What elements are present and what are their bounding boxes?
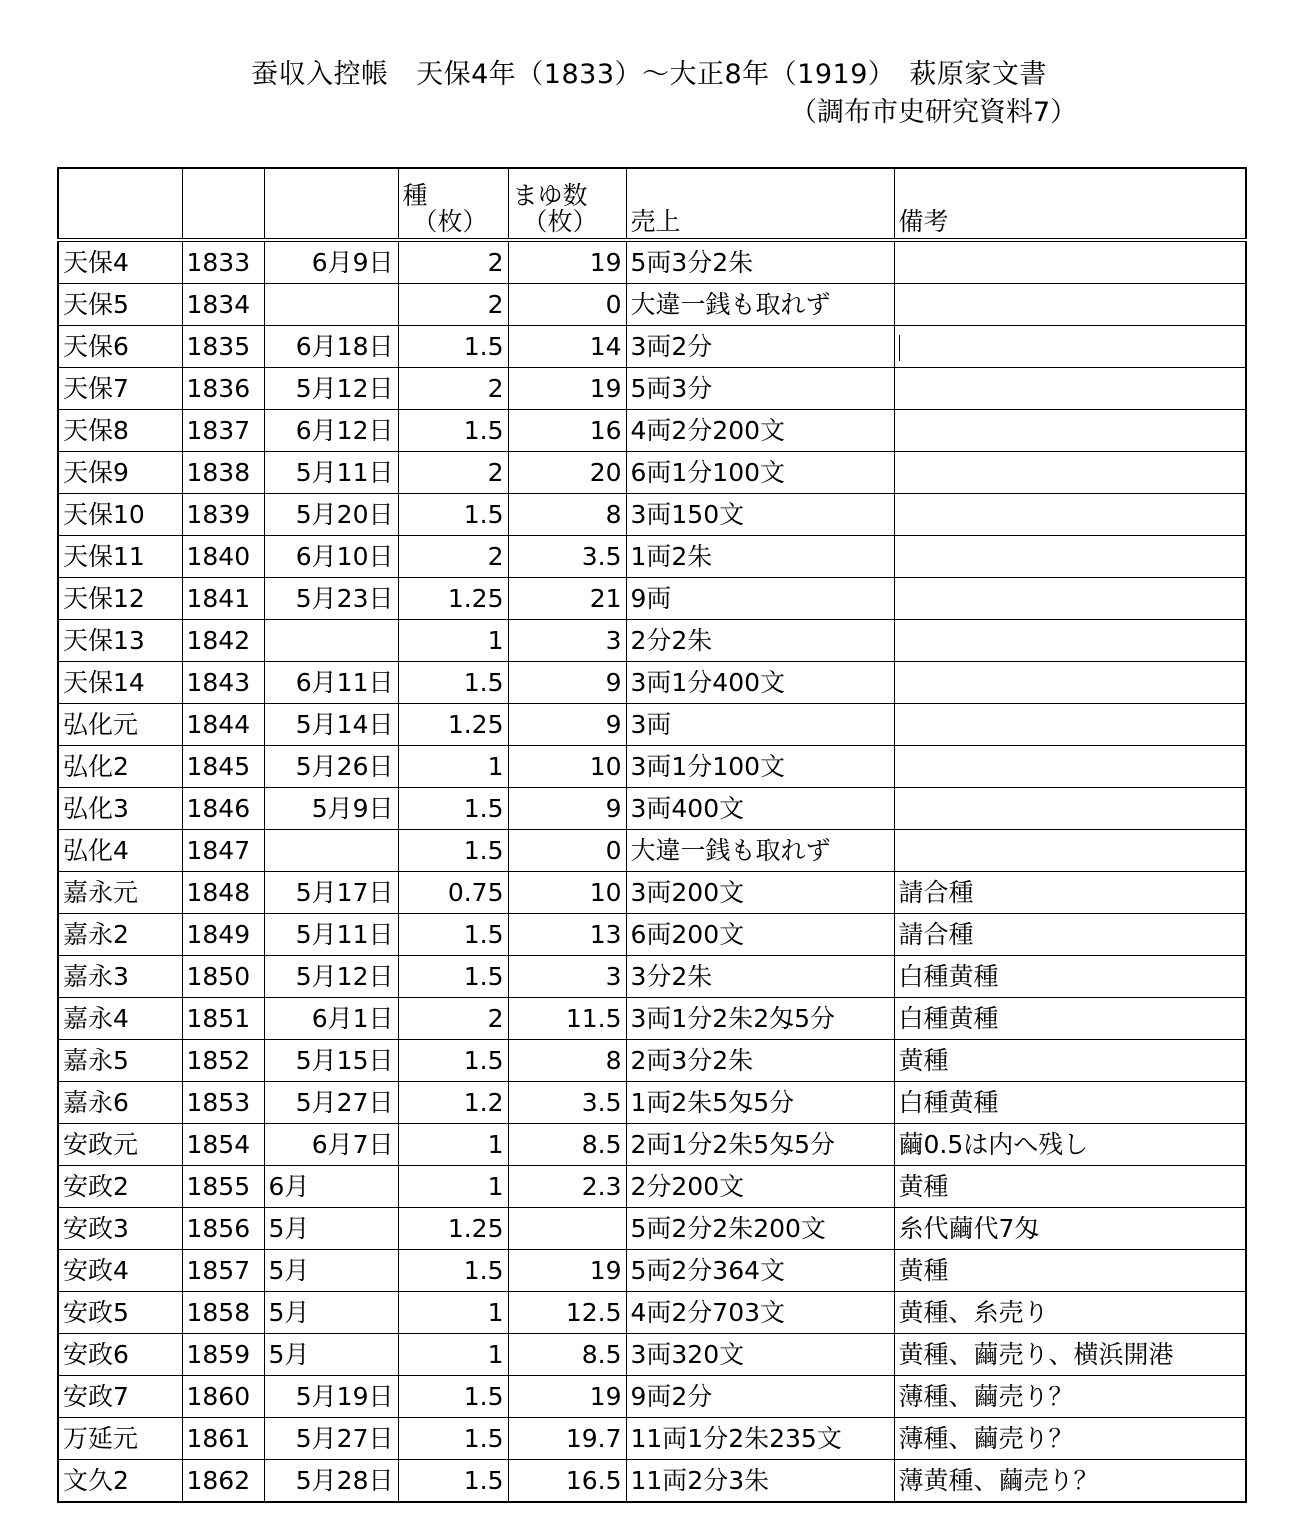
sales-cell: 1両2朱5匁5分 xyxy=(626,1082,894,1124)
date-cell: 5月27日 xyxy=(264,1418,398,1460)
year-cell: 1852 xyxy=(182,1040,264,1082)
date-cell: 5月28日 xyxy=(264,1460,398,1503)
date-cell: 5月26日 xyxy=(264,746,398,788)
sales-cell: 3両320文 xyxy=(626,1334,894,1376)
header-seed-cards: 種 （枚） xyxy=(398,168,508,240)
note-cell: 薄種、繭売り？ xyxy=(894,1418,1246,1460)
year-cell: 1836 xyxy=(182,368,264,410)
seed-cell: 1 xyxy=(398,746,508,788)
cocoon-cell: 19 xyxy=(508,1376,626,1418)
year-cell: 1851 xyxy=(182,998,264,1040)
table-row xyxy=(58,1040,1246,1082)
table-row xyxy=(58,956,1246,998)
seed-cell: 1.25 xyxy=(398,704,508,746)
date-cell: 5月11日 xyxy=(264,914,398,956)
cocoon-cell: 3 xyxy=(508,620,626,662)
seed-cell: 1.5 xyxy=(398,830,508,872)
era-cell: 天保7 xyxy=(58,368,182,410)
cocoon-cell: 2.3 xyxy=(508,1166,626,1208)
sales-cell: 3両1分400文 xyxy=(626,662,894,704)
page-title: 蚕収入控帳 天保4年（1833）～大正8年（1919） 萩原家文書 xyxy=(251,59,1047,90)
era-cell: 嘉永2 xyxy=(58,914,182,956)
cocoon-cell: 19 xyxy=(508,1250,626,1292)
sales-cell: 3両1分100文 xyxy=(626,746,894,788)
table-row xyxy=(58,240,1246,284)
sales-cell: 11両2分3朱 xyxy=(626,1460,894,1503)
cocoon-cell: 3 xyxy=(508,956,626,998)
era-cell: 安政5 xyxy=(58,1292,182,1334)
seed-cell: 1.5 xyxy=(398,662,508,704)
cocoon-cell: 14 xyxy=(508,326,626,368)
date-cell: 5月19日 xyxy=(264,1376,398,1418)
table-row xyxy=(58,284,1246,326)
cocoon-cell: 20 xyxy=(508,452,626,494)
seed-cell: 1.25 xyxy=(398,578,508,620)
era-cell: 嘉永3 xyxy=(58,956,182,998)
era-cell: 弘化3 xyxy=(58,788,182,830)
year-cell: 1849 xyxy=(182,914,264,956)
cocoon-cell: 8 xyxy=(508,1040,626,1082)
table-row xyxy=(58,1376,1246,1418)
table-row xyxy=(58,1334,1246,1376)
date-cell: 6月 xyxy=(264,1166,398,1208)
date-cell: 5月11日 xyxy=(264,452,398,494)
sales-cell: 5両3分 xyxy=(626,368,894,410)
year-cell: 1853 xyxy=(182,1082,264,1124)
seed-cell: 1.5 xyxy=(398,1040,508,1082)
era-cell: 天保8 xyxy=(58,410,182,452)
cocoon-cell: 16.5 xyxy=(508,1460,626,1503)
note-cell xyxy=(894,788,1246,830)
note-cell xyxy=(894,452,1246,494)
era-cell: 天保11 xyxy=(58,536,182,578)
seed-cell: 1 xyxy=(398,1334,508,1376)
date-cell: 6月1日 xyxy=(264,998,398,1040)
note-cell: 黄種、糸売り xyxy=(894,1292,1246,1334)
note-cell: 請合種 xyxy=(894,872,1246,914)
header-cocoon-count: まゆ数 （枚） xyxy=(508,168,626,240)
table-row xyxy=(58,494,1246,536)
seed-cell: 2 xyxy=(398,536,508,578)
year-cell: 1834 xyxy=(182,284,264,326)
sales-cell: 9両 xyxy=(626,578,894,620)
table-row xyxy=(58,1418,1246,1460)
table-header xyxy=(58,168,1246,240)
year-cell: 1857 xyxy=(182,1250,264,1292)
cocoon-cell: 3.5 xyxy=(508,536,626,578)
note-cell xyxy=(894,410,1246,452)
note-cell: 黄種 xyxy=(894,1250,1246,1292)
year-cell: 1846 xyxy=(182,788,264,830)
table-row xyxy=(58,1082,1246,1124)
sales-cell: 2両1分2朱5匁5分 xyxy=(626,1124,894,1166)
cocoon-cell: 21 xyxy=(508,578,626,620)
seed-cell: 2 xyxy=(398,452,508,494)
seed-cell: 2 xyxy=(398,368,508,410)
sericulture-income-table xyxy=(57,167,1247,1503)
era-cell: 安政3 xyxy=(58,1208,182,1250)
table-row xyxy=(58,1208,1246,1250)
header-year xyxy=(182,168,264,240)
date-cell: 5月9日 xyxy=(264,788,398,830)
table-row xyxy=(58,788,1246,830)
note-cell: 黄種 xyxy=(894,1166,1246,1208)
year-cell: 1835 xyxy=(182,326,264,368)
cocoon-cell: 3.5 xyxy=(508,1082,626,1124)
year-cell: 1839 xyxy=(182,494,264,536)
year-cell: 1845 xyxy=(182,746,264,788)
sales-cell: 3両150文 xyxy=(626,494,894,536)
era-cell: 安政2 xyxy=(58,1166,182,1208)
sales-cell: 3両 xyxy=(626,704,894,746)
date-cell: 6月9日 xyxy=(264,240,398,284)
date-cell: 5月 xyxy=(264,1334,398,1376)
note-cell xyxy=(894,662,1246,704)
seed-cell: 1.5 xyxy=(398,914,508,956)
date-cell: 6月11日 xyxy=(264,662,398,704)
seed-cell: 1.5 xyxy=(398,326,508,368)
era-cell: 嘉永元 xyxy=(58,872,182,914)
note-cell xyxy=(894,368,1246,410)
note-cell: 糸代繭代7匁 xyxy=(894,1208,1246,1250)
date-cell: 5月20日 xyxy=(264,494,398,536)
cocoon-cell: 8 xyxy=(508,494,626,536)
note-cell: 薄黄種、繭売り？ xyxy=(894,1460,1246,1503)
sales-cell: 3両400文 xyxy=(626,788,894,830)
table-row xyxy=(58,914,1246,956)
sales-cell: 5両3分2朱 xyxy=(626,240,894,284)
date-cell: 6月12日 xyxy=(264,410,398,452)
era-cell: 安政4 xyxy=(58,1250,182,1292)
cocoon-cell: 8.5 xyxy=(508,1124,626,1166)
sales-cell: 大違一銭も取れず xyxy=(626,830,894,872)
year-cell: 1840 xyxy=(182,536,264,578)
cocoon-cell: 8.5 xyxy=(508,1334,626,1376)
table-row xyxy=(58,872,1246,914)
date-cell: 5月 xyxy=(264,1292,398,1334)
era-cell: 天保9 xyxy=(58,452,182,494)
table-row xyxy=(58,1166,1246,1208)
date-cell: 5月 xyxy=(264,1250,398,1292)
date-cell: 5月23日 xyxy=(264,578,398,620)
table-row xyxy=(58,662,1246,704)
table-row xyxy=(58,368,1246,410)
era-cell: 嘉永5 xyxy=(58,1040,182,1082)
table-row xyxy=(58,410,1246,452)
era-cell: 天保10 xyxy=(58,494,182,536)
note-cell xyxy=(894,326,1246,368)
sales-cell: 2両3分2朱 xyxy=(626,1040,894,1082)
cocoon-cell: 0 xyxy=(508,830,626,872)
seed-cell: 2 xyxy=(398,284,508,326)
cocoon-cell: 16 xyxy=(508,410,626,452)
table-row xyxy=(58,704,1246,746)
sales-cell: 5両2分2朱200文 xyxy=(626,1208,894,1250)
sales-cell: 3両2分 xyxy=(626,326,894,368)
cocoon-cell: 19.7 xyxy=(508,1418,626,1460)
note-cell xyxy=(894,240,1246,284)
date-cell: 5月12日 xyxy=(264,368,398,410)
cocoon-cell: 9 xyxy=(508,788,626,830)
table-row xyxy=(58,578,1246,620)
date-cell: 5月15日 xyxy=(264,1040,398,1082)
sales-cell: 大違一銭も取れず xyxy=(626,284,894,326)
date-cell: 6月10日 xyxy=(264,536,398,578)
year-cell: 1854 xyxy=(182,1124,264,1166)
year-cell: 1860 xyxy=(182,1376,264,1418)
cocoon-cell xyxy=(508,1208,626,1250)
table-row xyxy=(58,326,1246,368)
note-cell xyxy=(894,704,1246,746)
table-row xyxy=(58,746,1246,788)
era-cell: 安政7 xyxy=(58,1376,182,1418)
seed-cell: 1.5 xyxy=(398,494,508,536)
seed-cell: 1 xyxy=(398,1124,508,1166)
header-sales: 売上 xyxy=(626,168,894,240)
sales-cell: 11両1分2朱235文 xyxy=(626,1418,894,1460)
year-cell: 1833 xyxy=(182,240,264,284)
date-cell xyxy=(264,830,398,872)
seed-cell: 0.75 xyxy=(398,872,508,914)
date-cell: 5月 xyxy=(264,1208,398,1250)
year-cell: 1842 xyxy=(182,620,264,662)
cocoon-cell: 19 xyxy=(508,368,626,410)
table-row xyxy=(58,1124,1246,1166)
seed-cell: 1 xyxy=(398,620,508,662)
note-cell: 薄種、繭売り？ xyxy=(894,1376,1246,1418)
era-cell: 嘉永4 xyxy=(58,998,182,1040)
note-cell xyxy=(894,284,1246,326)
table-row xyxy=(58,998,1246,1040)
seed-cell: 2 xyxy=(398,240,508,284)
note-cell: 黄種、繭売り、横浜開港 xyxy=(894,1334,1246,1376)
note-cell: 請合種 xyxy=(894,914,1246,956)
page-subtitle: （調布市史研究資料7） xyxy=(790,97,1078,128)
seed-cell: 1.2 xyxy=(398,1082,508,1124)
year-cell: 1837 xyxy=(182,410,264,452)
sales-cell: 5両2分364文 xyxy=(626,1250,894,1292)
sales-cell: 3分2朱 xyxy=(626,956,894,998)
note-cell xyxy=(894,578,1246,620)
header-row xyxy=(58,168,1246,240)
sales-cell: 2分200文 xyxy=(626,1166,894,1208)
note-cell xyxy=(894,746,1246,788)
era-cell: 万延元 xyxy=(58,1418,182,1460)
note-cell: 繭0.5は内へ残し xyxy=(894,1124,1246,1166)
note-cell: 白種黄種 xyxy=(894,956,1246,998)
table-row xyxy=(58,1460,1246,1503)
date-cell: 5月27日 xyxy=(264,1082,398,1124)
era-cell: 弘化元 xyxy=(58,704,182,746)
seed-cell: 1.5 xyxy=(398,788,508,830)
seed-cell: 2 xyxy=(398,998,508,1040)
cocoon-cell: 10 xyxy=(508,746,626,788)
era-cell: 天保13 xyxy=(58,620,182,662)
date-cell: 6月18日 xyxy=(264,326,398,368)
cocoon-cell: 9 xyxy=(508,662,626,704)
note-cell xyxy=(894,620,1246,662)
note-cell: 黄種 xyxy=(894,1040,1246,1082)
header-date xyxy=(264,168,398,240)
year-cell: 1838 xyxy=(182,452,264,494)
seed-cell: 1.5 xyxy=(398,956,508,998)
cocoon-cell: 0 xyxy=(508,284,626,326)
cocoon-cell: 11.5 xyxy=(508,998,626,1040)
seed-cell: 1.5 xyxy=(398,410,508,452)
year-cell: 1850 xyxy=(182,956,264,998)
era-cell: 弘化4 xyxy=(58,830,182,872)
sales-cell: 4両2分200文 xyxy=(626,410,894,452)
date-cell: 5月17日 xyxy=(264,872,398,914)
table-row xyxy=(58,830,1246,872)
year-cell: 1848 xyxy=(182,872,264,914)
sales-cell: 1両2朱 xyxy=(626,536,894,578)
sales-cell: 3両1分2朱2匁5分 xyxy=(626,998,894,1040)
date-cell xyxy=(264,284,398,326)
date-cell: 6月7日 xyxy=(264,1124,398,1166)
cocoon-cell: 9 xyxy=(508,704,626,746)
cocoon-cell: 10 xyxy=(508,872,626,914)
era-cell: 弘化2 xyxy=(58,746,182,788)
table-row xyxy=(58,1250,1246,1292)
year-cell: 1859 xyxy=(182,1334,264,1376)
table-row xyxy=(58,620,1246,662)
seed-cell: 1 xyxy=(398,1292,508,1334)
date-cell: 5月14日 xyxy=(264,704,398,746)
table-body xyxy=(58,240,1246,1502)
seed-cell: 1.5 xyxy=(398,1376,508,1418)
sales-cell: 4両2分703文 xyxy=(626,1292,894,1334)
sales-cell: 6両200文 xyxy=(626,914,894,956)
sales-cell: 9両2分 xyxy=(626,1376,894,1418)
sales-cell: 6両1分100文 xyxy=(626,452,894,494)
sales-cell: 3両200文 xyxy=(626,872,894,914)
era-cell: 天保5 xyxy=(58,284,182,326)
year-cell: 1843 xyxy=(182,662,264,704)
year-cell: 1844 xyxy=(182,704,264,746)
table-row xyxy=(58,1292,1246,1334)
era-cell: 天保6 xyxy=(58,326,182,368)
date-cell xyxy=(264,620,398,662)
table-row xyxy=(58,536,1246,578)
cocoon-cell: 13 xyxy=(508,914,626,956)
year-cell: 1847 xyxy=(182,830,264,872)
era-cell: 天保4 xyxy=(58,240,182,284)
table-row xyxy=(58,452,1246,494)
date-cell: 5月12日 xyxy=(264,956,398,998)
note-cell xyxy=(894,536,1246,578)
year-cell: 1862 xyxy=(182,1460,264,1503)
cocoon-cell: 12.5 xyxy=(508,1292,626,1334)
note-cell: 白種黄種 xyxy=(894,1082,1246,1124)
seed-cell: 1.25 xyxy=(398,1208,508,1250)
seed-cell: 1.5 xyxy=(398,1418,508,1460)
era-cell: 文久2 xyxy=(58,1460,182,1503)
note-cell xyxy=(894,494,1246,536)
seed-cell: 1.5 xyxy=(398,1460,508,1503)
year-cell: 1861 xyxy=(182,1418,264,1460)
year-cell: 1856 xyxy=(182,1208,264,1250)
seed-cell: 1.5 xyxy=(398,1250,508,1292)
text-cursor xyxy=(899,335,900,361)
seed-cell: 1 xyxy=(398,1166,508,1208)
era-cell: 天保12 xyxy=(58,578,182,620)
year-cell: 1855 xyxy=(182,1166,264,1208)
header-notes: 備考 xyxy=(894,168,1246,240)
note-cell xyxy=(894,830,1246,872)
cocoon-cell: 19 xyxy=(508,240,626,284)
header-era xyxy=(58,168,182,240)
year-cell: 1841 xyxy=(182,578,264,620)
sales-cell: 2分2朱 xyxy=(626,620,894,662)
era-cell: 嘉永6 xyxy=(58,1082,182,1124)
era-cell: 天保14 xyxy=(58,662,182,704)
era-cell: 安政元 xyxy=(58,1124,182,1166)
note-cell: 白種黄種 xyxy=(894,998,1246,1040)
year-cell: 1858 xyxy=(182,1292,264,1334)
era-cell: 安政6 xyxy=(58,1334,182,1376)
